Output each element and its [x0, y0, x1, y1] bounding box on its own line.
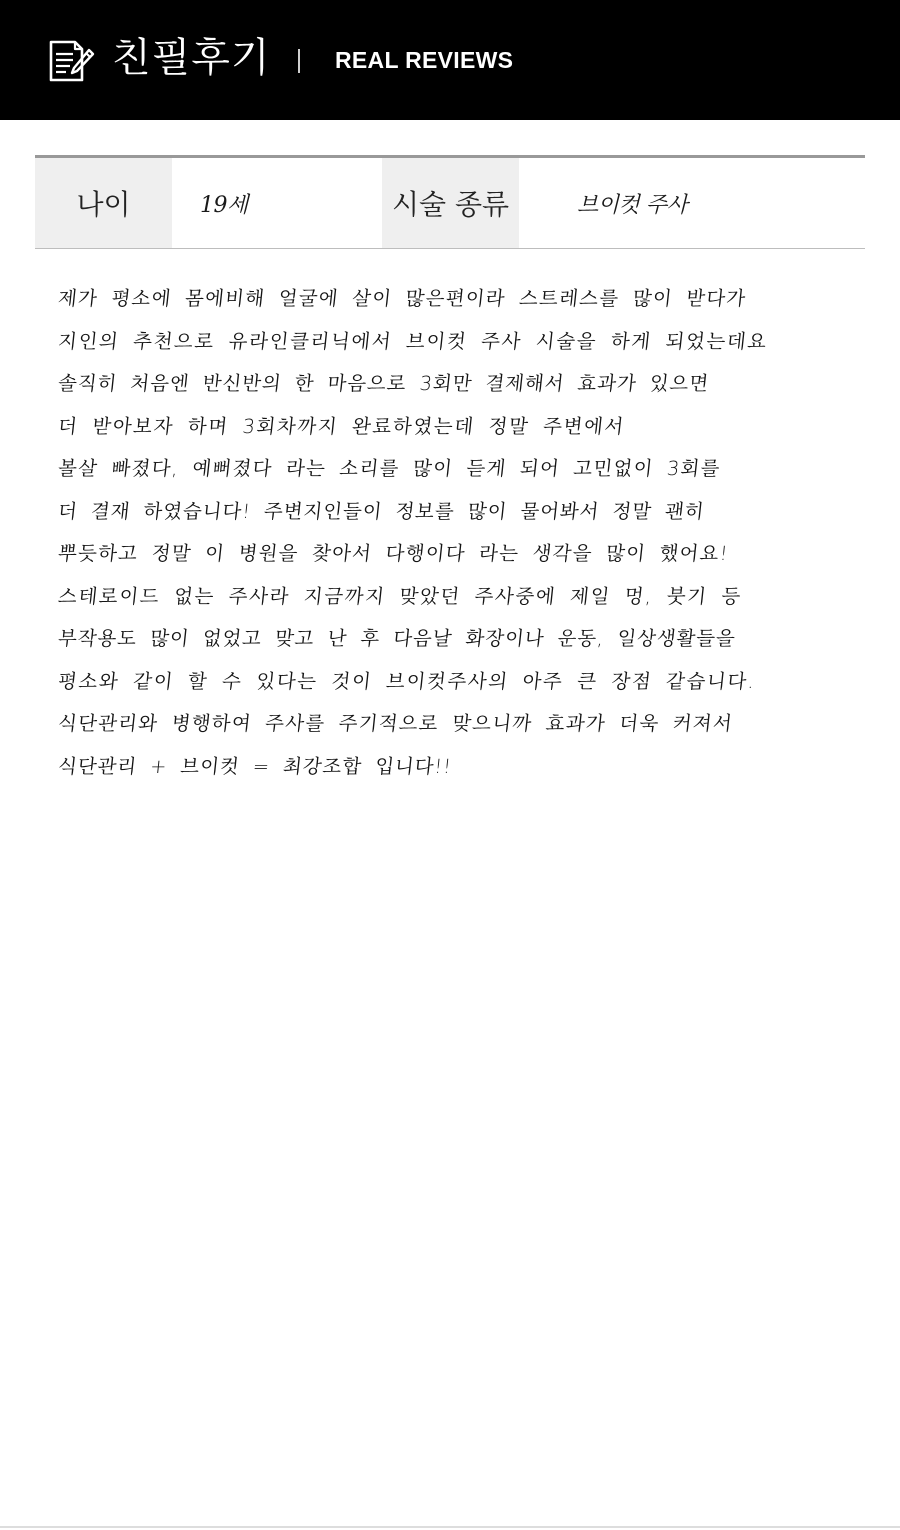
review-line: 더 받아보자 하며 3회차까지 완료하였는데 정말 주변에서: [56, 414, 627, 438]
procedure-type-value: 브이컷 주사: [519, 158, 865, 248]
review-line: 뿌듯하고 정말 이 병원을 찾아서 다행이다 라는 생각을 많이 했어요!: [56, 542, 730, 565]
review-info-table: [35, 155, 865, 249]
review-line: 제가 평소에 몸에비해 얼굴에 살이 많은편이라 스트레스를 많이 받다가: [56, 287, 748, 310]
review-line: 스테로이드 없는 주사라 지금까지 맞았던 주사중에 제일 멍, 붓기 등: [56, 584, 744, 608]
handwriting-document-icon: [46, 38, 96, 84]
age-value: 19세: [172, 158, 382, 248]
bottom-divider: [0, 1526, 900, 1528]
header-divider: [298, 49, 300, 73]
review-line: 식단관리와 병행하여 주사를 주기적으로 맞으니까 효과가 더욱 커져서: [56, 712, 735, 735]
handwritten-review: [58, 278, 858, 788]
page-subtitle: REAL REVIEWS: [335, 47, 514, 73]
review-line: 평소와 같이 할 수 있다는 것이 브이컷주사의 아주 큰 장점 같습니다.: [56, 669, 757, 693]
header-bar: [0, 0, 900, 120]
review-line: 볼살 빠졌다, 예뻐졌다 라는 소리를 많이 듣게 되어 고민없이 3회를: [56, 457, 722, 480]
review-line: 식단관리 + 브이컷 = 최강조합 입니다!!: [56, 754, 454, 778]
age-label: 나이: [35, 158, 172, 248]
page-title: 친필후기: [112, 35, 271, 81]
review-line: 더 결재 하였습니다! 주변지인들이 정보를 많이 물어봐서 정말 괜히: [56, 499, 706, 523]
review-line: 솔직히 처음엔 반신반의 한 마음으로 3회만 결제해서 효과가 있으면: [56, 372, 711, 395]
procedure-type-label: 시술 종류: [382, 158, 519, 248]
review-line: 부작용도 많이 없었고 맞고 난 후 다음날 화장이나 운동, 일상생활들을: [56, 627, 737, 650]
review-line: 지인의 추천으로 유라인클리닉에서 브이컷 주사 시술을 하게 되었는데요: [56, 329, 769, 353]
